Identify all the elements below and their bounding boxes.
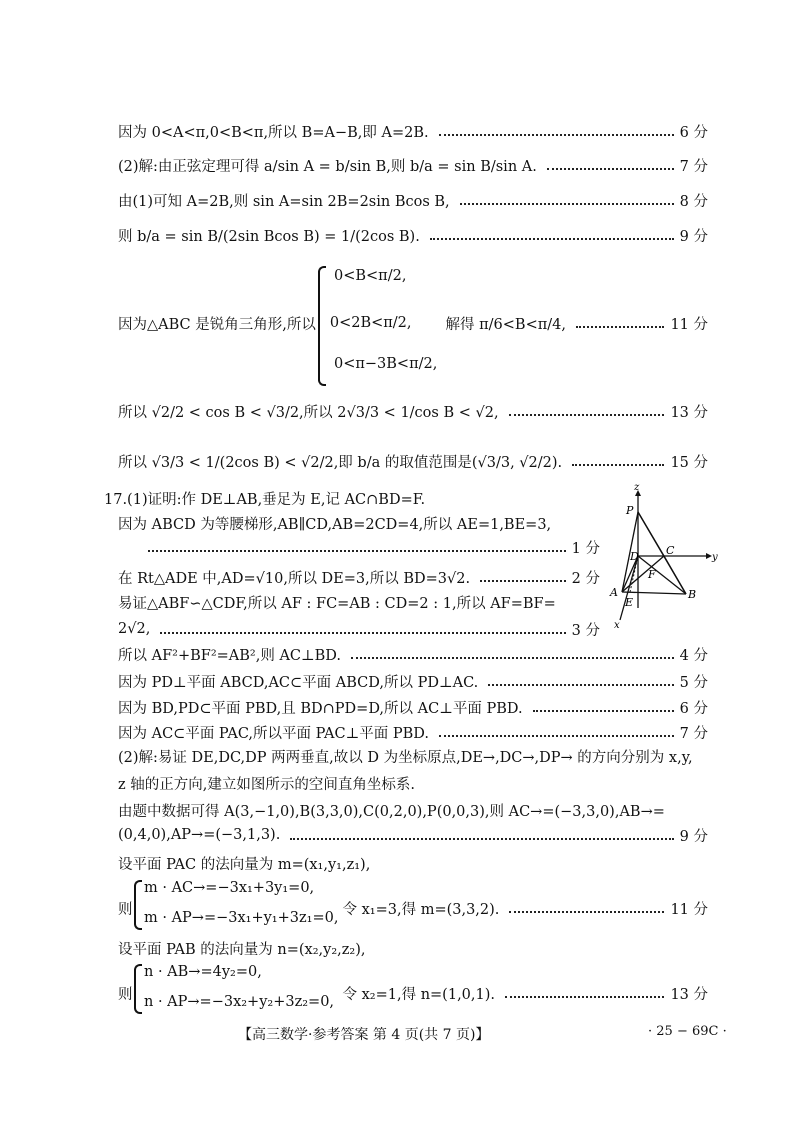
- fig-label: B: [688, 588, 697, 601]
- page-code: · 25 − 69C ·: [648, 1024, 727, 1039]
- p17-line-6: 2√2, 3 分: [118, 616, 600, 642]
- p17-line-5: 易证△ABF∽△CDF,所以 AF : FC=AB : CD=2 : 1,所以 AF=BF=: [118, 596, 556, 612]
- score: 1 分: [571, 540, 600, 557]
- p17-line-12: z 轴的正方向,建立如图所示的空间直角坐标系.: [118, 777, 415, 793]
- score: 3 分: [571, 622, 600, 639]
- score: 2 分: [571, 570, 600, 587]
- fig-label: C: [666, 544, 675, 557]
- score: 9 分: [679, 828, 708, 845]
- score: 15 分: [670, 454, 708, 471]
- score: 7 分: [679, 158, 708, 175]
- p17-line-16: 则 令 x₁=3,得 m=(3,3,2). 11 分: [118, 895, 708, 921]
- line-4: 则 b/a = sin B/(2sin Bcos B) = 1/(2cos B). 9 分: [118, 222, 708, 248]
- p17-line-18: 则 令 x₂=1,得 n=(1,0,1). 13 分: [118, 980, 708, 1006]
- system-n-row-1: n · AB→=4y₂=0,: [144, 964, 262, 980]
- p17-line-4: 在 Rt△ADE 中,AD=√10,所以 DE=3,所以 BD=3√2. 2 分: [118, 564, 600, 590]
- line-3: 由(1)可知 A=2B,则 sin A=sin 2B=2sin Bcos B, 8 分: [118, 187, 708, 213]
- score: 8 分: [679, 193, 708, 210]
- p17-line-2: 因为 ABCD 为等腰梯形,AB∥CD,AB=2CD=4,所以 AE=1,BE=3,: [118, 517, 552, 533]
- p17-line-8: 因为 PD⊥平面 ABCD,AC⊂平面 ABCD,所以 PD⊥AC. 5 分: [118, 668, 708, 694]
- line-1: 因为 0<A<π,0<B<π,所以 B=A−B,即 A=2B. 6 分: [118, 118, 708, 144]
- score: 13 分: [670, 404, 708, 421]
- system-row-1: 0<B<π/2,: [334, 268, 407, 284]
- system-m-row-1: m · AC→=−3x₁+3y₁=0,: [144, 880, 315, 896]
- p17-line-9: 因为 BD,PD⊂平面 PBD,且 BD∩PD=D,所以 AC⊥平面 PBD. 6 分: [118, 694, 708, 720]
- line-2: (2)解:由正弦定理可得 a/sin A = b/sin B,则 b/a = sin B/sin A. 7 分: [118, 152, 708, 178]
- score: 7 分: [679, 725, 708, 742]
- fig-label: z: [634, 482, 640, 493]
- score: 6 分: [679, 124, 708, 141]
- system-m-row-2: m · AP→=−3x₁+y₁+3z₁=0,: [144, 910, 339, 926]
- score: 4 分: [679, 647, 708, 664]
- fig-label: A: [610, 586, 618, 599]
- pyramid-figure: [600, 480, 720, 630]
- fig-label: F: [648, 568, 656, 581]
- p17-line-7: 所以 AF²+BF²=AB²,则 AC⊥BD. 4 分: [118, 641, 708, 667]
- fig-label: D: [630, 550, 639, 563]
- fig-label: P: [626, 504, 634, 517]
- fig-label: x: [614, 620, 620, 630]
- score: 6 分: [679, 700, 708, 717]
- system-n-row-2: n · AP→=−3x₂+y₂+3z₂=0,: [144, 994, 335, 1010]
- fig-label: y: [712, 552, 718, 563]
- page-footer: 【高三数学·参考答案 第 4 页(共 7 页)】: [238, 1027, 490, 1043]
- score: 11 分: [670, 901, 708, 918]
- fig-label: E: [625, 596, 634, 609]
- p17-line-13: 由题中数据可得 A(3,−1,0),B(3,3,0),C(0,2,0),P(0,0,3),则 AC→=(−3,3,0),AB→=: [118, 804, 665, 820]
- score: 5 分: [679, 674, 708, 691]
- p17-line-11: (2)解:易证 DE,DC,DP 两两垂直,故以 D 为坐标原点,DE→,DC→,DP→ 的方向分别为 x,y,: [118, 750, 693, 766]
- score: 11 分: [670, 316, 708, 333]
- p17-line-1: 17.(1)证明:作 DE⊥AB,垂足为 E,记 AC∩BD=F.: [104, 492, 426, 508]
- p17-line-10: 因为 AC⊂平面 PAC,所以平面 PAC⊥平面 PBD. 7 分: [118, 719, 708, 745]
- score: 13 分: [670, 986, 708, 1003]
- p17-line-14: (0,4,0),AP→=(−3,1,3). 9 分: [118, 822, 708, 848]
- line-6: 所以 √2/2 < cos B < √3/2,所以 2√3/3 < 1/cos B < √2, 13 分: [118, 398, 708, 424]
- line-7: 所以 √3/3 < 1/(2cos B) < √2/2,即 b/a 的取值范围是(√3/3, √2/2). 15 分: [118, 448, 708, 474]
- p17-line-17: 设平面 PAB 的法向量为 n=(x₂,y₂,z₂),: [118, 942, 366, 958]
- system-row-3: 0<π−3B<π/2,: [334, 356, 438, 372]
- p17-line-3: [118, 534, 600, 560]
- score: 9 分: [679, 228, 708, 245]
- line-5: 因为△ABC 是锐角三角形,所以 0<2B<π/2, 解得 π/6<B<π/4, 11 分: [118, 310, 708, 336]
- p17-line-15: 设平面 PAC 的法向量为 m=(x₁,y₁,z₁),: [118, 857, 371, 873]
